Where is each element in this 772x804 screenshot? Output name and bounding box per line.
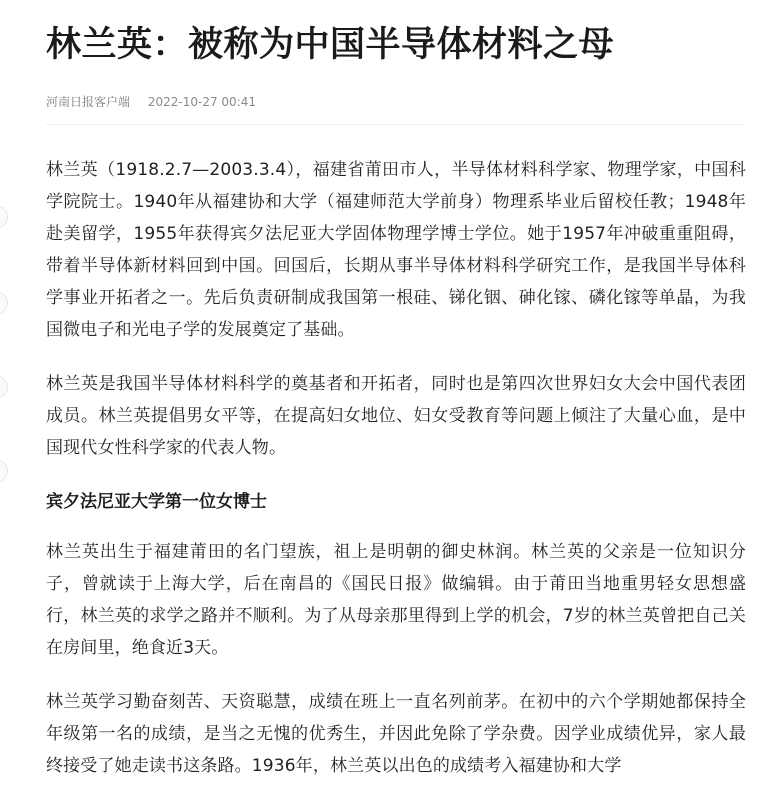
article-meta bbox=[46, 94, 256, 110]
article-body bbox=[46, 154, 746, 804]
article-paragraph: 林兰英出生于福建莆田的名门望族，祖上是明朝的御史林润。林兰英的父亲是一位知识分子，曾就读于上海大学，后在南昌的《国民日报》做编辑。由于莆田当地重男轻女思想盛行，林兰英的求学之路并不顺利。为了从母亲那里得到上学的机会，7岁的林兰英曾把自己关在房间里，绝食近3天。 bbox=[46, 542, 746, 658]
side-action-circle[interactable] bbox=[0, 206, 8, 228]
article-source[interactable]: 河南日报客户端 bbox=[46, 95, 131, 109]
side-action-circle[interactable] bbox=[0, 376, 8, 398]
section-heading: 宾夕法尼亚大学第一位女博士 bbox=[46, 492, 267, 512]
article-paragraph: 林兰英学习勤奋刻苦、天资聪慧，成绩在班上一直名列前茅。在初中的六个学期她都保持全年级第一名的成绩，是当之无愧的优秀生，并因此免除了学杂费。因学业成绩优异，家人最终接受了她走读书这条路。1936年，林兰英以出色的成绩考入福建协和大学 bbox=[46, 692, 746, 776]
article-paragraph: 林兰英（1918.2.7—2003.3.4），福建省莆田市人，半导体材料科学家、物理学家，中国科学院院士。1940年从福建协和大学（福建师范大学前身）物理系毕业后留校任教；1948年赴美留学，1955年获得宾夕法尼亚大学固体物理学博士学位。她于1957年冲破重重阻碍，带着半导体新材料回到中国。回国后，长期从事半导体材料科学研究工作，是我国半导体科学事业开拓者之一。先后负责研制成我国第一根硅、锑化铟、砷化镓、磷化镓等单晶，为我国微电子和光电子学的发展奠定了基础。 bbox=[46, 160, 746, 340]
article-paragraph: 林兰英是我国半导体材料科学的奠基者和开拓者，同时也是第四次世界妇女大会中国代表团成员。林兰英提倡男女平等，在提高妇女地位、妇女受教育等问题上倾注了大量心血，是中国现代女性科学家的代表人物。 bbox=[46, 374, 746, 458]
article-title: 林兰英：被称为中国半导体材料之母 bbox=[46, 25, 615, 65]
article-timestamp: 2022-10-27 00:41 bbox=[147, 95, 256, 109]
side-action-circle[interactable] bbox=[0, 292, 8, 314]
side-action-circle[interactable] bbox=[0, 460, 8, 482]
meta-divider bbox=[46, 124, 744, 125]
